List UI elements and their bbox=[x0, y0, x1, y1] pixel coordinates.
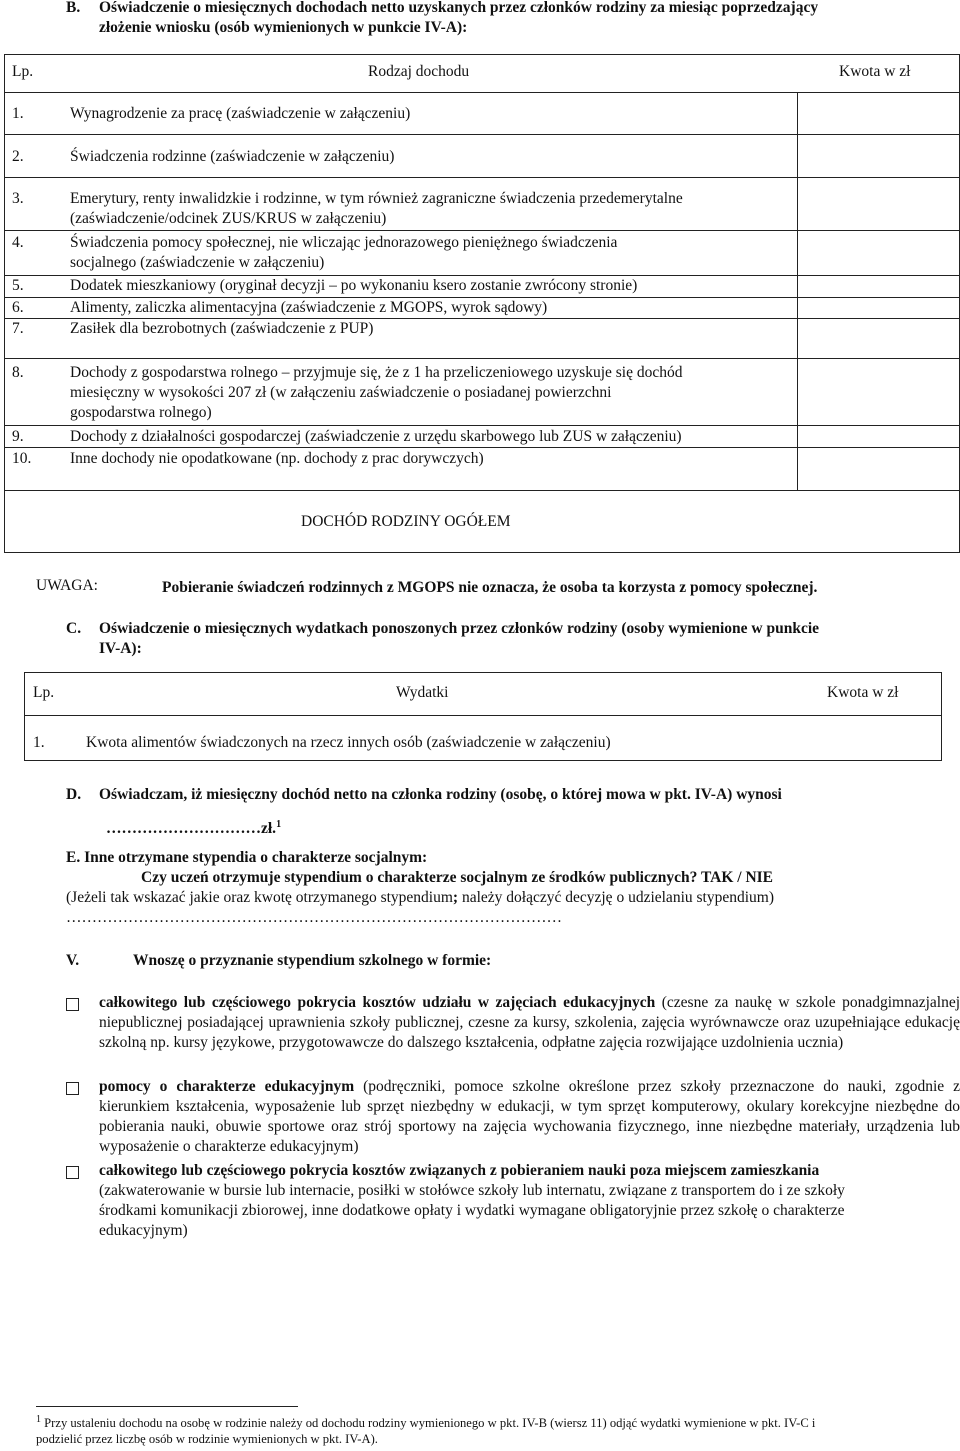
income-row-4-text-line2: socjalnego (zaświadczenie w załączeniu) bbox=[70, 254, 325, 271]
section-d-text: Oświadczam, iż miesięczny dochód netto na członka rodziny (osobę, o której mowa w pkt. IV-A) wynosi bbox=[99, 786, 782, 803]
income-row-2-text: Świadczenia rodzinne (zaświadczenie w załączeniu) bbox=[70, 148, 395, 165]
expense-header-lp: Lp. bbox=[33, 684, 55, 701]
income-row-5-text: Dodatek mieszkaniowy (oryginał decyzji – po wykonaniu ksero zostanie zwrócony stronie) bbox=[70, 277, 638, 294]
income-row-4-num: 4. bbox=[12, 234, 24, 251]
income-row-8-text-line1: Dochody z gospodarstwa rolnego – przyjmuje się, że z 1 ha przeliczeniowego uzyskuje się dochód bbox=[70, 364, 683, 381]
option-1-rest: (czesne za naukę w szkole ponadgimnazjalnej niepublicznej posiadającej uprawnienia szkoły publicznej, czesne za kursy, szkolenia, zajęcia wyrównawcze oraz uzupełniające edukację szkolną np. kursy językowe, przygotowawcze do dalszego kształcenia, odpłatne zajęcia rozwijające uzdolnienia ucznia) bbox=[99, 994, 960, 1051]
option-3-bold: całkowitego lub częściowego pokrycia kosztów związanych z pobieraniem nauki poza miejscem zamieszkania bbox=[99, 1162, 820, 1179]
expense-row-1-text: Kwota alimentów świadczonych na rzecz innych osób (zaświadczenie w załączeniu) bbox=[86, 734, 611, 751]
income-row-9-num: 9. bbox=[12, 428, 24, 445]
footnote-line1: Przy ustaleniu dochodu na osobę w rodzinie należy od dochodu rodziny wymienionego w pkt. IV-B (wiersz 11) odjąć wydatki wymienione w pkt. IV-C i bbox=[44, 1416, 816, 1431]
section-b-title-line1: Oświadczenie o miesięcznych dochodach netto uzyskanych przez członków rodziny za miesiąc poprzedzający bbox=[99, 0, 819, 16]
option-1-bold: całkowitego lub częściowego pokrycia kosztów udziału w zajęciach edukacyjnych bbox=[99, 994, 656, 1011]
uwaga-label: UWAGA: bbox=[36, 577, 98, 594]
income-row-9-text: Dochody z działalności gospodarczej (zaświadczenie z urzędu skarbowego lub ZUS w załączeniu) bbox=[70, 428, 682, 445]
section-b-title-line2: złożenie wniosku (osób wymienionych w punkcie IV-A): bbox=[99, 19, 468, 36]
footnote-line2: podzielić przez liczbę osób w rodzinie wymienionych w pkt. IV-A). bbox=[36, 1432, 378, 1447]
income-row-10-num: 10. bbox=[12, 450, 32, 467]
income-row-5-num: 5. bbox=[12, 277, 24, 294]
income-row-3-text-line2: (zaświadczenie/odcinek ZUS/KRUS w załączeniu) bbox=[70, 210, 387, 227]
expense-header-type: Wydatki bbox=[396, 684, 449, 701]
section-c-title-line2: IV-A): bbox=[99, 640, 142, 657]
income-row-6-num: 6. bbox=[12, 299, 24, 316]
income-row-3-text-line1: Emerytury, renty inwalidzkie i rodzinne, w tym również zagraniczne świadczenia przedemerytalne bbox=[70, 190, 683, 207]
income-row-1-text: Wynagrodzenie za pracę (zaświadczenie w załączeniu) bbox=[70, 105, 411, 122]
section-e-note-pre: (Jeżeli tak wskazać jakie oraz kwotę otrzymanego stypendium bbox=[66, 889, 453, 906]
income-total-label: DOCHÓD RODZINY OGÓŁEM bbox=[301, 513, 511, 530]
section-d-amount-line bbox=[106, 815, 281, 839]
section-v-num: V. bbox=[66, 952, 80, 969]
option-2-bold: pomocy o charakterze edukacyjnym bbox=[99, 1078, 355, 1095]
income-row-6-text: Alimenty, zaliczka alimentacyjna (zaświadczenie z MGOPS, wyrok sądowy) bbox=[70, 299, 548, 316]
expense-row-1-num: 1. bbox=[33, 734, 45, 751]
income-row-7-num: 7. bbox=[12, 320, 24, 337]
income-row-2-num: 2. bbox=[12, 148, 24, 165]
income-header-type: Rodzaj dochodu bbox=[368, 63, 470, 80]
income-row-8-num: 8. bbox=[12, 364, 24, 381]
option-3-rest: (zakwaterowanie w bursie lub internacie, posiłki w stołówce szkoły lub internatu, związane z transportem do i ze szkoły środkami komunikacji zbiorowej, inne dodatkowe opłaty i wydatki wymagane obligatoryjnie przez szkołę o charakterze edukacyjnym) bbox=[99, 1182, 845, 1239]
income-row-4-text-line1: Świadczenia pomocy społecznej, nie wliczając jednorazowego pieniężnego świadczenia bbox=[70, 234, 618, 251]
section-e-note-post: należy dołączyć decyzję o udzielaniu stypendium) bbox=[458, 889, 774, 906]
section-d-letter: D. bbox=[66, 786, 82, 803]
uwaga-text: Pobieranie świadczeń rodzinnych z MGOPS nie oznacza, że osoba ta korzysta z pomocy społecznej. bbox=[162, 579, 818, 596]
expense-header-amount: Kwota w zł bbox=[827, 684, 899, 701]
section-b-letter: B. bbox=[66, 0, 81, 16]
income-row-1-num: 1. bbox=[12, 105, 24, 122]
section-e-note bbox=[66, 888, 774, 908]
option-2-checkbox[interactable] bbox=[66, 1082, 79, 1095]
footnote-divider bbox=[36, 1406, 298, 1407]
section-v-title: Wnoszę o przyznanie stypendium szkolnego w formie: bbox=[133, 952, 492, 969]
income-header-lp: Lp. bbox=[12, 63, 34, 80]
footnote-mark: 1 bbox=[36, 1414, 41, 1425]
income-row-3-num: 3. bbox=[12, 190, 24, 207]
section-e-title: E. Inne otrzymane stypendia o charakterze socjalnym: bbox=[66, 849, 428, 866]
footnote-ref: 1 bbox=[276, 819, 282, 830]
income-row-8-text-line3: gospodarstwa rolnego) bbox=[70, 404, 212, 421]
income-header-amount: Kwota w zł bbox=[839, 63, 911, 80]
income-row-10-text: Inne dochody nie opodatkowane (np. dochody z prac dorywczych) bbox=[70, 450, 484, 467]
option-2-text bbox=[99, 1077, 960, 1157]
option-3-text bbox=[99, 1161, 904, 1241]
option-1-checkbox[interactable] bbox=[66, 998, 79, 1011]
option-3-checkbox[interactable] bbox=[66, 1166, 79, 1179]
section-e-note-semicolon: ; bbox=[452, 889, 459, 906]
income-row-8-text-line2: miesięczny w wysokości 207 zł (w załączeniu zaświadczenie o posiadanej powierzchni bbox=[70, 384, 612, 401]
section-e-dots: …………………………………………………………………………………… bbox=[66, 909, 562, 926]
option-2-rest: (podręczniki, pomoce szkolne określone przez szkoły przeznaczone do nauki, zgodnie z kierunkiem kształcenia, wyposażenie lub sprzęt niezbędny w edukacji, w tym sprzęt komputerowy, okulary korekcyjne niezbędne do pobierania nauki, obuwie sportowe oraz strój sportowy na zajęcia wychowania fizycznego, inne niezbędne materiały, urządzenia lub wyposażenie o charakterze edukacyjnym) bbox=[99, 1078, 960, 1155]
section-c-title-line1: Oświadczenie o miesięcznych wydatkach ponoszonych przez członków rodziny (osoby wymienione w punkcie bbox=[99, 620, 820, 637]
section-c-letter: C. bbox=[66, 620, 82, 637]
footnote bbox=[36, 1412, 956, 1447]
section-e-question: Czy uczeń otrzymuje stypendium o charakterze socjalnym ze środków publicznych? TAK / NIE bbox=[141, 869, 774, 886]
income-row-7-text: Zasiłek dla bezrobotnych (zaświadczenie z PUP) bbox=[70, 320, 374, 337]
section-d-amount: …………………………zł. bbox=[106, 820, 277, 838]
option-1-text bbox=[99, 993, 960, 1053]
